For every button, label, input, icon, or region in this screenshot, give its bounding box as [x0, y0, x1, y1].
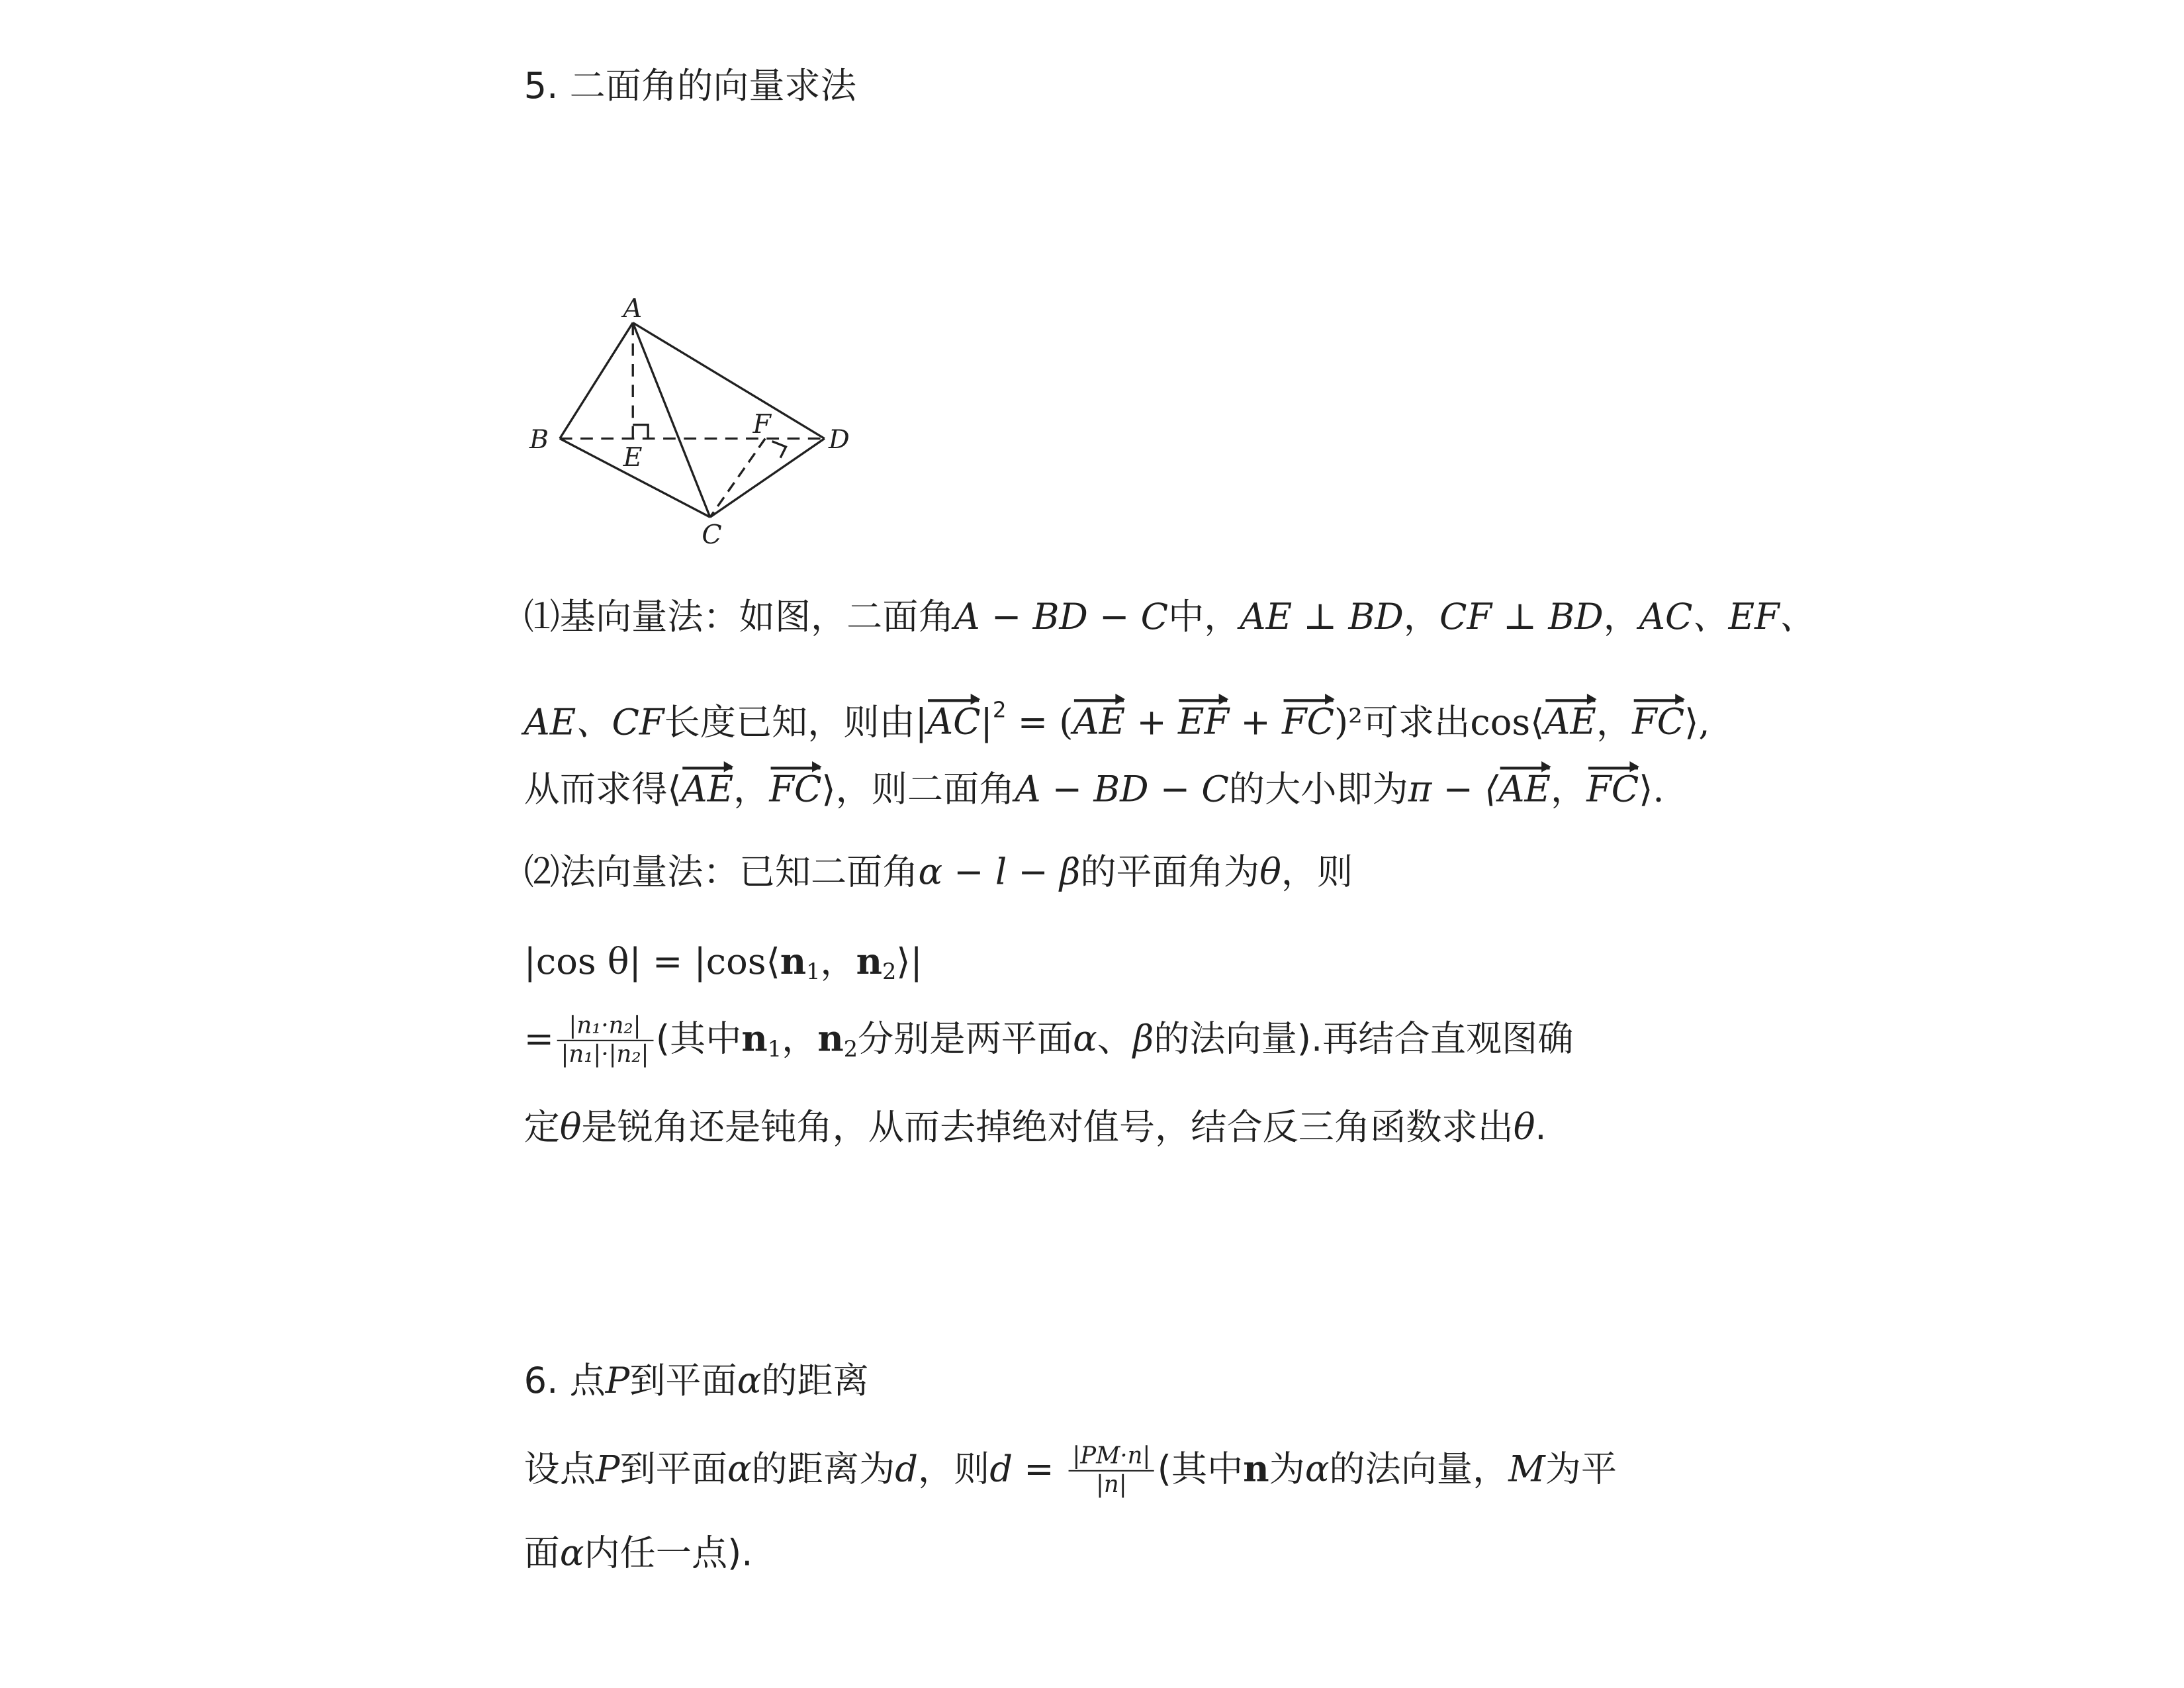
right-angle-mark-E: [633, 425, 648, 439]
method2-mid: 的平面角为: [1080, 852, 1260, 894]
last-prefix: 定: [523, 1107, 560, 1149]
paren-d: 为平: [1545, 1449, 1617, 1491]
title-a: 点: [569, 1361, 606, 1403]
normal-n2: n: [856, 941, 883, 984]
period: .: [1535, 1107, 1547, 1149]
section-5-title: 二面角的向量求法: [569, 66, 856, 108]
right-angle-mark-F: [772, 442, 786, 458]
title-c: 的距离: [761, 1361, 869, 1403]
separator: ，: [733, 769, 770, 811]
dihedral-angle-name: A − BD − C: [954, 597, 1169, 639]
normal-n1: n: [741, 1019, 768, 1061]
close-square: )²: [1334, 702, 1363, 744]
square-exponent: 2: [992, 698, 1007, 723]
fraction-denominator: |n₁|·|n₂|: [561, 1041, 649, 1069]
separator: ，: [1550, 769, 1587, 811]
vector-ae: AE: [1073, 700, 1125, 747]
edge-AD: [633, 322, 825, 438]
normal-n: n: [1243, 1449, 1269, 1491]
method2-fraction-line: [524, 1007, 1574, 1083]
alpha: α: [1073, 1019, 1097, 1061]
edge-FC-dashed: [710, 438, 765, 517]
body-c: 的距离为: [751, 1449, 895, 1491]
method2-line1: [524, 849, 1353, 896]
distance-d: d: [989, 1449, 1013, 1491]
theta: θ: [1259, 852, 1281, 894]
normal-n2: n: [817, 1019, 844, 1061]
body-a: 设点: [523, 1449, 596, 1491]
paren-a: (其中: [1157, 1449, 1244, 1491]
alpha: α: [727, 1449, 752, 1491]
section-6-heading: [524, 1358, 869, 1405]
beta: β: [1132, 1019, 1154, 1061]
formula-lhs: |cos θ| = |cos⟨: [523, 941, 780, 984]
abs-close: |: [980, 702, 993, 744]
comma: ，: [1603, 597, 1639, 639]
theta: θ: [1513, 1107, 1535, 1149]
where-tail: 分别是两平面: [858, 1019, 1073, 1061]
separator: ，: [820, 941, 856, 984]
point-m: M: [1508, 1449, 1545, 1491]
dihedral-angle-figure: [510, 289, 882, 551]
vector-fc: FC: [769, 767, 821, 814]
vector-ae: AE: [1498, 767, 1551, 814]
method2-last-line: [524, 1105, 1547, 1152]
fraction-numerator: |PM·n|: [1068, 1442, 1155, 1472]
last-tail: 是锐角还是钝角，从而去掉绝对值号，结合反三角函数求出: [581, 1107, 1514, 1149]
plus: +: [1125, 702, 1178, 744]
alpha: α: [559, 1533, 584, 1575]
label-E: E: [623, 442, 643, 473]
alpha: α: [1304, 1449, 1330, 1491]
point-p: P: [605, 1361, 630, 1403]
subscript-2: 2: [882, 958, 897, 985]
equals: =: [523, 1019, 555, 1061]
dihedral-angle-name: A − BD − C: [1015, 769, 1229, 811]
label-A: A: [623, 293, 643, 324]
edge-AB: [560, 322, 633, 438]
last-b: 内任一点).: [584, 1533, 753, 1575]
dihedral-angle-alpha-l-beta: α − l − β: [918, 852, 1081, 894]
edge-DC: [710, 438, 825, 517]
perp-ae-bd: AE ⊥ BD: [1240, 597, 1404, 639]
vector-ef: EF: [1178, 700, 1229, 747]
subscript-2: 2: [843, 1035, 858, 1062]
vector-fc: FC: [1282, 700, 1334, 747]
pi-minus: π − ⟨: [1408, 769, 1499, 811]
fraction-numerator: |n₁·n₂|: [557, 1012, 653, 1041]
method2-tail: ，则: [1281, 852, 1353, 894]
section-5-number: 5.: [523, 66, 559, 108]
paren-b: 为: [1269, 1449, 1305, 1491]
plus: +: [1229, 702, 1282, 744]
edge-AC: [633, 322, 710, 517]
section-6-body-line1: [524, 1434, 1617, 1506]
label-B: B: [529, 424, 549, 455]
subscript-1: 1: [767, 1035, 782, 1062]
comma: ，: [1403, 597, 1439, 639]
point-p: P: [596, 1449, 620, 1491]
distance-d: d: [895, 1449, 918, 1491]
paren-c: 的法向量，: [1329, 1449, 1509, 1491]
equals-open: = (: [1006, 702, 1073, 744]
perp-cf-bd: CF ⊥ BD: [1439, 597, 1604, 639]
known-lengths-a: AC、EF、: [1639, 597, 1815, 639]
line3-prefix: 从而求得: [523, 769, 668, 811]
vector-ae: AE: [682, 767, 734, 814]
section-5-heading: [524, 64, 856, 111]
normal-n1: n: [780, 941, 807, 984]
cos-close: ⟩,: [1684, 702, 1710, 744]
label-D: D: [829, 424, 850, 455]
abs-open: |: [915, 702, 927, 744]
alpha: α: [737, 1361, 762, 1403]
cos-open: cos⟨: [1470, 702, 1545, 744]
label-F: F: [752, 409, 771, 440]
known-tail: 长度已知，则由: [664, 702, 915, 744]
equals: =: [1013, 1449, 1066, 1491]
formula-close: ⟩|: [896, 941, 923, 984]
title-b: 到平面: [629, 1361, 737, 1403]
body-b: 到平面: [619, 1449, 728, 1491]
cosine-fraction: [557, 1012, 653, 1068]
vector-ae: AE: [1544, 700, 1596, 747]
method1-line3: [524, 767, 1664, 814]
body-d: ，则: [917, 1449, 990, 1491]
angle-open: ⟨: [667, 769, 682, 811]
vector-ac: AC: [927, 700, 981, 747]
subscript-1: 1: [806, 958, 821, 985]
section-6-body-line2: [524, 1530, 753, 1577]
can-find: 可求出: [1362, 702, 1471, 744]
known-lengths-b: AE、CF: [523, 702, 664, 744]
line3-tail: 的大小即为: [1228, 769, 1408, 811]
normal-tail: 的法向量).再结合直观图确: [1154, 1019, 1574, 1061]
line3-mid: ，则二面角: [835, 769, 1015, 811]
paren-open: (其中: [655, 1019, 742, 1061]
section-6-number: 6.: [523, 1361, 559, 1403]
label-C: C: [702, 519, 722, 550]
angle-close: ⟩: [821, 769, 836, 811]
method1-middle: 中，: [1168, 597, 1240, 639]
method1-line1: [524, 594, 1815, 641]
method1-line2: [524, 686, 1710, 747]
method2-formula-line: [524, 939, 923, 996]
angle-close-period: ⟩.: [1639, 769, 1664, 811]
last-a: 面: [523, 1533, 560, 1575]
fraction-denominator: |n|: [1095, 1471, 1127, 1499]
separator: ，: [1596, 702, 1633, 744]
theta: θ: [559, 1107, 582, 1149]
vector-fc: FC: [1632, 700, 1684, 747]
separator: ，: [782, 1019, 818, 1061]
enum-comma: 、: [1097, 1019, 1133, 1061]
vector-fc: FC: [1586, 767, 1639, 814]
method1-prefix: ⑴基向量法：如图，二面角: [523, 597, 954, 639]
method2-prefix: ⑵法向量法：已知二面角: [523, 852, 919, 894]
distance-fraction: [1068, 1442, 1155, 1499]
